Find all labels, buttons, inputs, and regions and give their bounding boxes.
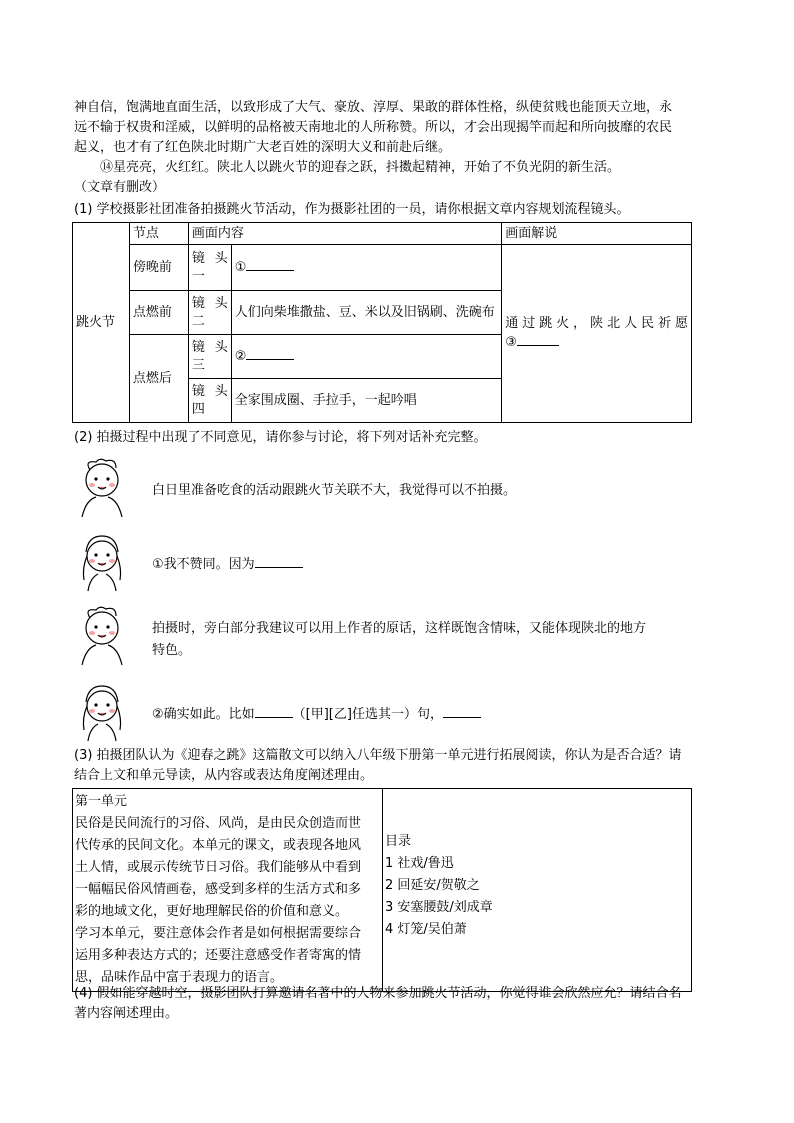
passage-line: 神自信，饱满地直面生活，以致形成了大气、豪放、淳厚、果敢的群体性格，纵使贫贱也能顶天立地，永 — [74, 100, 673, 115]
header-node: 节点 — [129, 223, 188, 245]
toc-title: 目录 — [385, 834, 412, 849]
dialogue-line-4: ②确实如此。比如 （[甲][乙]任选其一）句， — [152, 704, 712, 726]
toc-item: 2 回延安/贺敬之 — [385, 878, 480, 893]
shot-plan-table — [72, 222, 692, 423]
node-cell: 点燃后 — [129, 335, 188, 423]
passage — [74, 98, 722, 198]
question-2-prompt: (2) 拍摄过程中出现了不同意见，请你参与讨论，将下列对话补充完整。 — [74, 430, 487, 445]
event-cell: 跳火节 — [73, 223, 130, 423]
shot-label: 镜头二 — [188, 291, 231, 335]
unit-guide-table — [72, 788, 692, 992]
question-4-prompt: (4) 假如能穿越时空，摄影团队打算邀请名著中的人物来参加跳火节活动，你觉得谁会欣然应允？请结合名 著内容阐述理由。 — [74, 986, 682, 1021]
guide-line: 思，品味作品中富于表现力的语言。 — [75, 970, 284, 985]
question-3-prompt: (3) 拍摄团队认为《迎春之跳》这篇散文可以纳入八年级下册第一单元进行拓展阅读，你认为是否合适？请 结合上文和单元导读，从内容或表达角度阐述理由。 — [74, 748, 682, 783]
content-cell: 全家围成圈、手拉手，一起吟唱 — [231, 379, 502, 423]
content-blank-1[interactable]: ① — [231, 245, 502, 291]
toc-cell — [383, 789, 692, 992]
node-cell: 点燃前 — [129, 291, 188, 335]
guide-line: 代传承的民间文化。本单元的课文，或表现各地风 — [75, 838, 362, 853]
content-blank-2[interactable]: ② — [231, 335, 502, 379]
shot-label: 镜头四 — [188, 379, 231, 423]
guide-line: 土人情，或展示传统节日习俗。我们能够从中看到 — [75, 860, 362, 875]
girl-avatar — [74, 530, 130, 592]
dialogue-line-3: 拍摄时，旁白部分我建议可以用上作者的原话，这样既饱含情味，又能体现陕北的地方 特色。 — [152, 621, 647, 658]
boy-avatar — [74, 456, 130, 518]
commentary-text: 通过跳火，陕北人民祈愿 — [505, 316, 688, 331]
commentary-cell — [502, 245, 692, 423]
header-content: 画面内容 — [188, 223, 501, 245]
guide-line: 学习本单元，要注意体会作者是如何根据需要综合 — [75, 926, 362, 941]
toc-item: 4 灯笼/吴伯萧 — [385, 922, 467, 937]
shot-label: 镜头三 — [188, 335, 231, 379]
node-cell: 傍晚前 — [129, 245, 188, 291]
boy-avatar — [74, 604, 130, 666]
girl-avatar — [74, 680, 130, 742]
toc-item: 3 安塞腰鼓/刘成章 — [385, 900, 493, 915]
dialogue-line-1: 白日里准备吃食的活动跟跳火节关联不大，我觉得可以不拍摄。 — [152, 483, 517, 498]
commentary-blank[interactable]: ③ — [505, 333, 688, 352]
toc-item: 1 社戏/鲁迅 — [385, 856, 454, 871]
passage-line: 起义，也才有了红色陕北时期广大老百姓的深明大义和前赴后继。 — [74, 140, 452, 155]
content-cell: 人们向柴堆撒盐、豆、米以及旧锅刷、洗碗布 — [231, 291, 502, 335]
unit-guide-cell — [73, 789, 383, 992]
guide-line: 民俗是民间流行的习俗、风尚，是由民众创造而世 — [75, 816, 362, 831]
unit-title: 第一单元 — [75, 794, 128, 809]
passage-line: 远不输于权贵和淫威，以鲜明的品格被天南地北的人所称赞。所以，才会出现揭竿而起和所向披靡的农民 — [74, 120, 673, 135]
guide-line: 彩的地域文化，更好地理解民俗的价值和意义。 — [75, 904, 349, 919]
guide-line: 运用多种表达方式的；还要注意感受作者寄寓的情 — [75, 948, 362, 963]
question-1-prompt: (1) 学校摄影社团准备拍摄跳火节活动，作为摄影社团的一员，请你根据文章内容规划流程镜头。 — [74, 202, 630, 217]
dialogue-line-2: ①我不赞同。因为 — [152, 554, 712, 576]
header-commentary: 画面解说 — [502, 223, 692, 245]
guide-line: 一幅幅民俗风情画卷，感受到多样的生活方式和多 — [75, 882, 362, 897]
shot-label: 镜头一 — [188, 245, 231, 291]
paragraph-14: ⑭星亮亮，火红红。陕北人以跳火节的迎春之跃，抖擞起精神，开始了不负光阴的新生活。 — [100, 160, 621, 175]
source-note: （文章有删改） — [74, 180, 166, 195]
